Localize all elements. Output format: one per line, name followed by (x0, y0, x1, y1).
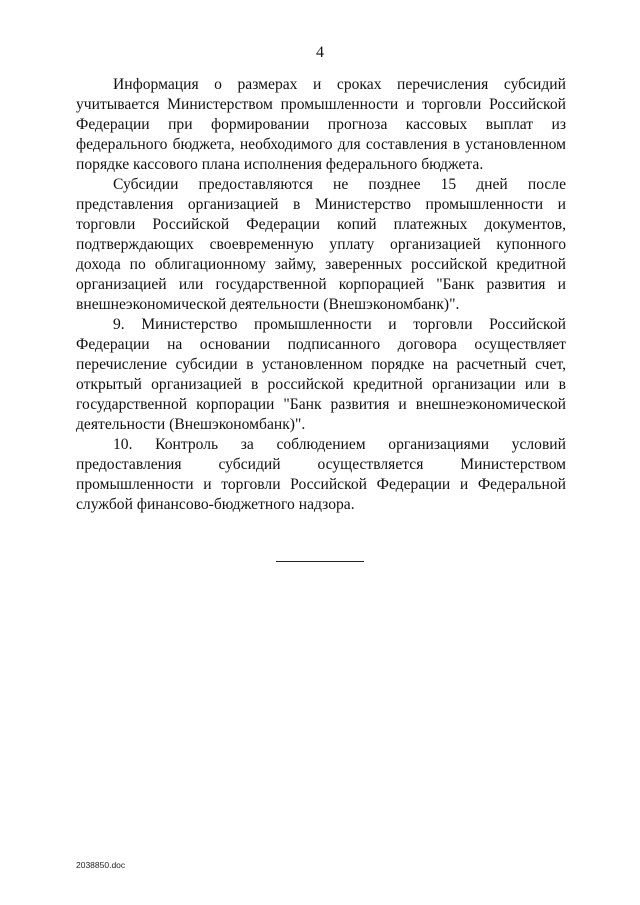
paragraph-item-9: 9. Министерство промышленности и торговли Российской Федерации на основании подписанного договора осуществляет перечисление субсидии в установленном порядке на расчетный счет, открытый организацией в российской кредитной организации или в государственной корпорации "Банк развития и внешнеэкономической деятельности (Внешэкономбанк)". (76, 316, 566, 433)
paragraph-item-10: 10. Контроль за соблюдением организациями условий предоставления субсидий осуществляется Министерством промышленности и торговли Российской Федерации и Федеральной службой финансово-бюджетного надзора. (76, 436, 566, 513)
document-body (76, 75, 566, 515)
paragraph-subsidy-info: Информация о размерах и сроках перечисления субсидий учитывается Министерством промышленности и торговли Российской Федерации при формировании прогноза кассовых выплат из федерального бюджета, необходимого для составления в установленном порядке кассового плана исполнения федерального бюджета. (76, 76, 566, 173)
end-separator-line (276, 561, 364, 562)
footer-doc-code: 2038850.doc (76, 860, 126, 870)
page-number: 4 (316, 44, 324, 61)
paragraph-subsidy-timing: Субсидии предоставляются не позднее 15 дней после представления организацией в Министерство промышленности и торговли Российской Федерации копий платежных документов, подтверждающих своевременную уплату организацией купонного дохода по облигационному займу, заверенных российской кредитной организацией или государственной корпорацией "Банк развития и внешнеэкономической деятельности (Внешэкономбанк)". (76, 176, 566, 313)
